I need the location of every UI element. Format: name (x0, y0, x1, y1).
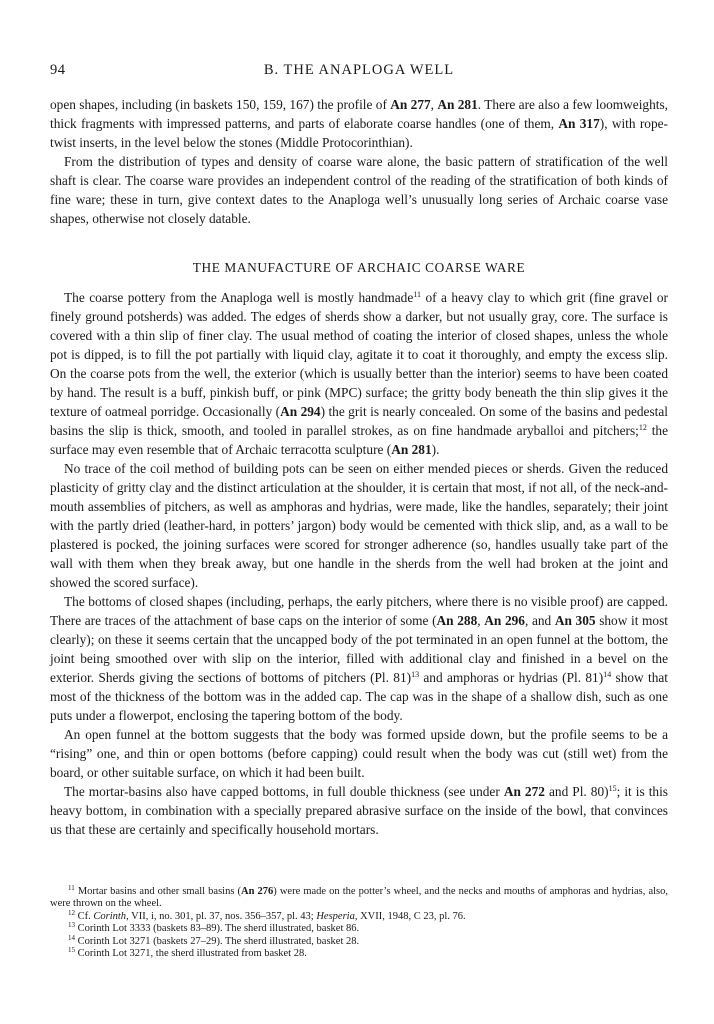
section-heading: THE MANUFACTURE OF ARCHAIC COARSE WARE (192, 260, 526, 275)
footnote: $^{13}$ Corinth Lot 3333 (baskets 83–89). The sherd illustrated, basket 86. (68, 921, 360, 935)
paragraph: An open funnel at the bottom suggests that the body was formed upside down, but the profile seems to be a “rising” one, and thin or open bottoms (before capping) could result when the body was cut (still wet) from the board, or other suitable surface, on which it had been built. (50, 727, 668, 780)
paragraph: open shapes, including (in baskets 150, 159, 167) the profile of An 277, An 281. There are also a few loomweights, thick fragments with impressed patterns, and parts of elaborate coarse handles (one of them, An 317), with rope-twist inserts, in the level below the stones (Middle Protocorinthian). (50, 97, 669, 150)
page (50, 62, 668, 839)
footnote: $^{11}$ Mortar basins and other small basins (An 276) were made on the potter’s wheel, and the necks and mouths of amphoras and hydrias, also, were thrown on the wheel. (50, 884, 668, 910)
footnote: $^{12}$ Cf. Corinth, VII, i, no. 301, pl. 37, nos. 356–357, pl. 43; Hesperia, XVII, 1948, C 23, pl. 76. (68, 908, 466, 922)
footnote-ref: 13 (411, 670, 420, 679)
footnote-ref: 11 (413, 290, 421, 299)
footnote-ref: 14 (603, 670, 612, 679)
paragraph: The mortar-basins also have capped bottoms, in full double thickness (see under An 272 and Pl. 80)$^{15}$; it is this heavy bottom, in combination with a specially prepared abrasive surface on the inside of the bowl, that convinces us that these are certainly and specifically household mortars. (50, 784, 669, 837)
paragraph: The bottoms of closed shapes (including, perhaps, the early pitchers, where there is no visible proof) are capped. There are traces of the attachment of base caps on the interior of some (An 288, An 296, and An 305 show it most clearly); on these it seems certain that the uncapped body of the pot terminated in an open funnel at the bottom, the joint being smoothed over with slip on the interior, filled with additional clay and finished in a bevel on the exterior. Sherds giving the sections of bottoms of pitchers (Pl. 81)$^{13}$ and amphoras or hydrias (Pl. 81)$^{14}$ show that most of the thickness of the bottom was in the added cap. The cap was in the shape of a shallow dish, such as one puts under a flowerpot, enclosing the tapering bottom of the body. (50, 594, 669, 723)
paragraph: The coarse pottery from the Anaploga well is mostly handmade$^{11}$ of a heavy clay to which grit (fine gravel or finely ground potsherds) was added. The edges of sherds show a darker, but not usually gray, core. The surface is covered with a thin slip of finer clay. The usual method of coating the interior of closed shapes, unless the whole pot is dipped, is to fill the pot partially with liquid clay, agitate it to coat it thoroughly, and empty the excess slip. On the coarse pots from the well, the exterior (which is usually better than the interior) seems to have been coated by hand. The result is a buff, pinkish buff, or pink (MPC) surface; the gritty body beneath the thin slip gives it the texture of oatmeal porridge. Occasionally (An 294) the grit is nearly concealed. On some of the basins and pedestal basins the slip is thick, smooth, and tooled in parallel strokes, as on fine handmade aryballoi and pitchers;$^{12}$ the surface may even resemble that of Archaic terracotta sculpture (An 281). (50, 290, 668, 457)
running-header (50, 62, 668, 86)
paragraph: No trace of the coil method of building pots can be seen on either mended pieces or sherds. Given the reduced plasticity of gritty clay and the distinct articulation at the shoulder, it is certain that most, if not all, of the neck-and-mouth assemblies of pitchers, as well as amphoras and hydrias, were made, like the handles, separately; their joint with the partly dried (leather-hard, in potters’ jargon) body would be cemented with thick slip, and, as a wall to be plastered is pocked, the joining surfaces were scored for stronger adherence (so, handles usually take part of the wall with them when they break away, but one handle in the sherds from the well had broken at the joint and showed the scored surface). (50, 461, 668, 590)
footnote-ref: 12 (638, 423, 647, 432)
footnote-ref: 15 (608, 784, 617, 793)
footnote: $^{15}$ Corinth Lot 3271, the sherd illustrated from basket 28. (68, 946, 307, 960)
running-title: B. THE ANAPLOGA WELL (263, 62, 455, 78)
body-text (50, 95, 668, 839)
footnote: $^{14}$ Corinth Lot 3271 (baskets 27–29). The sherd illustrated, basket 28. (68, 933, 360, 947)
paragraph: From the distribution of types and density of coarse ware alone, the basic pattern of stratification of the well shaft is clear. The coarse ware provides an independent control of the reading of the stratification of both kinds of fine ware; these in turn, give context dates to the Anaploga well’s unusually long series of Archaic coarse vase shapes, otherwise not closely datable. (50, 154, 668, 226)
footnotes (50, 886, 668, 960)
page-number: 94 (50, 62, 66, 78)
